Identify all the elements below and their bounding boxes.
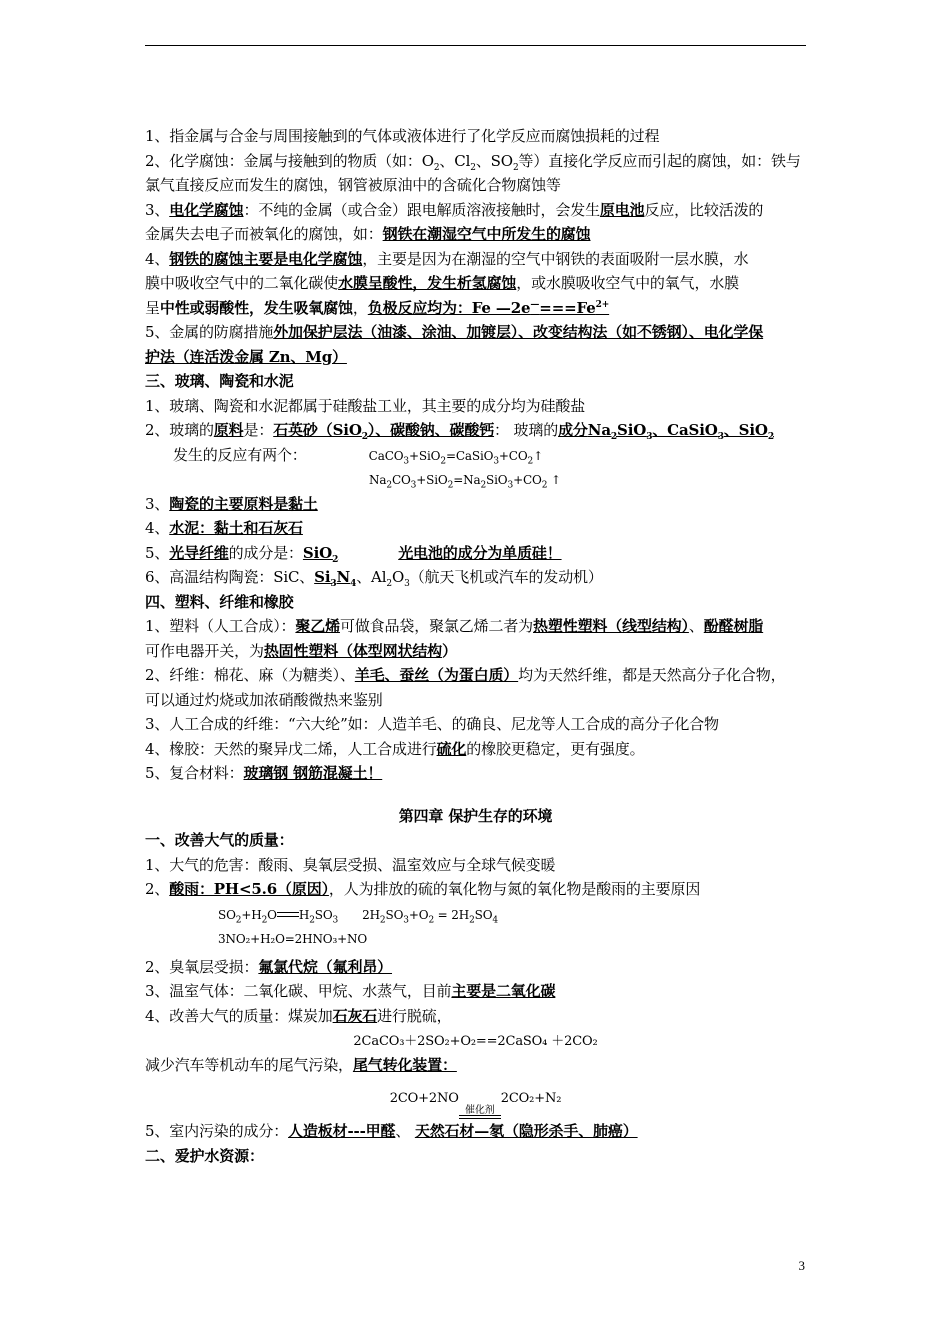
text-line: 护法（连活泼金属 Zn、Mg） xyxy=(145,347,347,366)
text-line: 1、塑料（人工合成）：聚乙烯可做食品袋，聚氯乙烯二者为热塑性塑料（线型结构）、酚醛树脂 xyxy=(145,617,764,635)
text-line: 发生的反应有两个： $CaCO_3+SiO_2=CaSiO_3+CO_2↑$ xyxy=(173,445,544,466)
catalyst-arrow: 催化剂 xyxy=(459,1105,501,1119)
text-line: 2、纤维：棉花、麻（为糖类）、羊毛、蚕丝（为蛋白质）均为天然纤维，都是天然高分子化合物， xyxy=(145,666,786,684)
text-line: 减少汽车等机动车的尾气污染，尾气转化装置： xyxy=(145,1055,457,1074)
text-line: 3、人工合成的纤维：“六大纶”如：人造羊毛、的确良、尼龙等人工合成的高分子化合物 xyxy=(145,715,719,733)
text-line: 4、改善大气的质量：煤炭加石灰石进行脱硫， xyxy=(145,1006,452,1025)
equation-line: 2CaCO₃＋2SO₂+O₂==2CaSO₄ ＋2CO₂ xyxy=(353,1034,598,1049)
text-line: 膜中吸收空气中的二氧化碳使水膜呈酸性，发生析氢腐蚀，或水膜吸收空气中的氧气，水膜 xyxy=(145,274,740,292)
document-body xyxy=(145,124,806,1168)
text-line: 1、大气的危害：酸雨、臭氧层受损、温室效应与全球气候变暖 xyxy=(145,855,556,874)
chapter-title: 第四章 保护生存的环境 xyxy=(398,806,553,825)
text-line: 6、高温结构陶瓷：SiC、$Si_3N_4$、$Al_2O_3$（航天飞机或汽车的发动机） xyxy=(145,568,603,589)
text-line: 3、陶瓷的主要原料是黏土 xyxy=(145,494,318,513)
section-heading: 三、玻璃、陶瓷和水泥 xyxy=(145,372,294,390)
text-line: 金属失去电子而被氧化的腐蚀，如：钢铁在潮湿空气中所发生的腐蚀 xyxy=(145,225,591,243)
text-line: 2、臭氧层受损：氟氯代烷（氟利昂） xyxy=(145,957,393,976)
text-line: 1、玻璃、陶瓷和水泥都属于硅酸盐工业，其主要的成分均为硅酸盐 xyxy=(145,396,586,415)
page-number: 3 xyxy=(798,1258,805,1273)
equation-line: 3NO₂+H₂O=2HNO₃+NO xyxy=(218,932,368,946)
text-line: 4、橡胶：天然的聚异戊二烯，人工合成进行硫化的橡胶更稳定，更有强度。 xyxy=(145,739,645,758)
header-rule xyxy=(145,45,806,46)
text-line: 3、电化学腐蚀：不纯的金属（或合金）跟电解质溶液接触时，会发生原电池反应，比较活泼的 xyxy=(145,200,764,219)
text-line: 4、钢铁的腐蚀主要是电化学腐蚀，主要是因为在潮湿的空气中钢铁的表面吸附一层水膜，水 xyxy=(145,249,749,268)
text-line: 4、水泥：黏土和石灰石 xyxy=(145,519,303,537)
text-line: 2、酸雨：PH<5.6（原因），人为排放的硫的氧化物与氮的氧化物是酸雨的主要原因 xyxy=(145,880,701,898)
equation-line: $SO_2+H_2O$ $H_2SO_3$ $2H_2SO_3+O_2 = 2H_2SO_4$ xyxy=(218,907,498,925)
text-line: 可以通过灼烧或加浓硝酸微热来鉴别 xyxy=(145,690,383,709)
section-heading: 四、塑料、纤维和橡胶 xyxy=(145,592,294,611)
text-line: 5、光导纤维的成分是：SiO$_2$ 光电池的成分为单质硅！ xyxy=(145,543,562,565)
section-heading: 一、改善大气的质量： xyxy=(145,831,294,849)
reversible-arrow-icon xyxy=(277,910,299,920)
text-line: 2、化学腐蚀：金属与接触到的物质（如：$O_2$、$Cl_2$、$SO_2$等）直接化学反应而引起的腐蚀，如：铁与 xyxy=(145,151,801,173)
text-line: 5、室内污染的成分：人造板材---甲醛、 天然石材—氡（隐形杀手、肺癌） xyxy=(145,1122,638,1140)
text-line: 呈中性或弱酸性，发生吸氧腐蚀，负极反应均为：Fe $—2e^—===Fe^{2+}$ xyxy=(145,298,610,317)
text-line: 1、指金属与合金与周围接触到的气体或液体进行了化学反应而腐蚀损耗的过程 xyxy=(145,127,660,145)
text-line: 2、玻璃的原料是：石英砂（SiO$_2$）、碳酸钠、碳酸钙： 玻璃的成分$Na_2SiO_3$、CaSiO$_3$、SiO$_2$ xyxy=(145,421,774,442)
text-line: 氯气直接反应而发生的腐蚀，钢管被原油中的含硫化合物腐蚀等 xyxy=(145,176,561,194)
text-line: 5、金属的防腐措施外加保护层法（油漆、涂油、加镀层）、改变结构法（如不锈钢）、电化学保 xyxy=(145,323,764,341)
text-line: 3、温室气体：二氧化碳、甲烷、水蒸气，目前主要是二氧化碳 xyxy=(145,982,556,1000)
equation-line: 2CO+2NO 催化剂 2CO₂+N₂ xyxy=(145,1077,806,1113)
text-line: 可作电器开关，为热固性塑料（体型网状结构） xyxy=(145,641,457,660)
text-line: $Na_2CO_3+SiO_2=Na_2SiO_3+CO_2$ ↑ xyxy=(369,473,561,491)
section-heading: 二、爱护水资源： xyxy=(145,1146,264,1165)
text-line: 5、复合材料：玻璃钢 钢筋混凝土！ xyxy=(145,764,383,782)
